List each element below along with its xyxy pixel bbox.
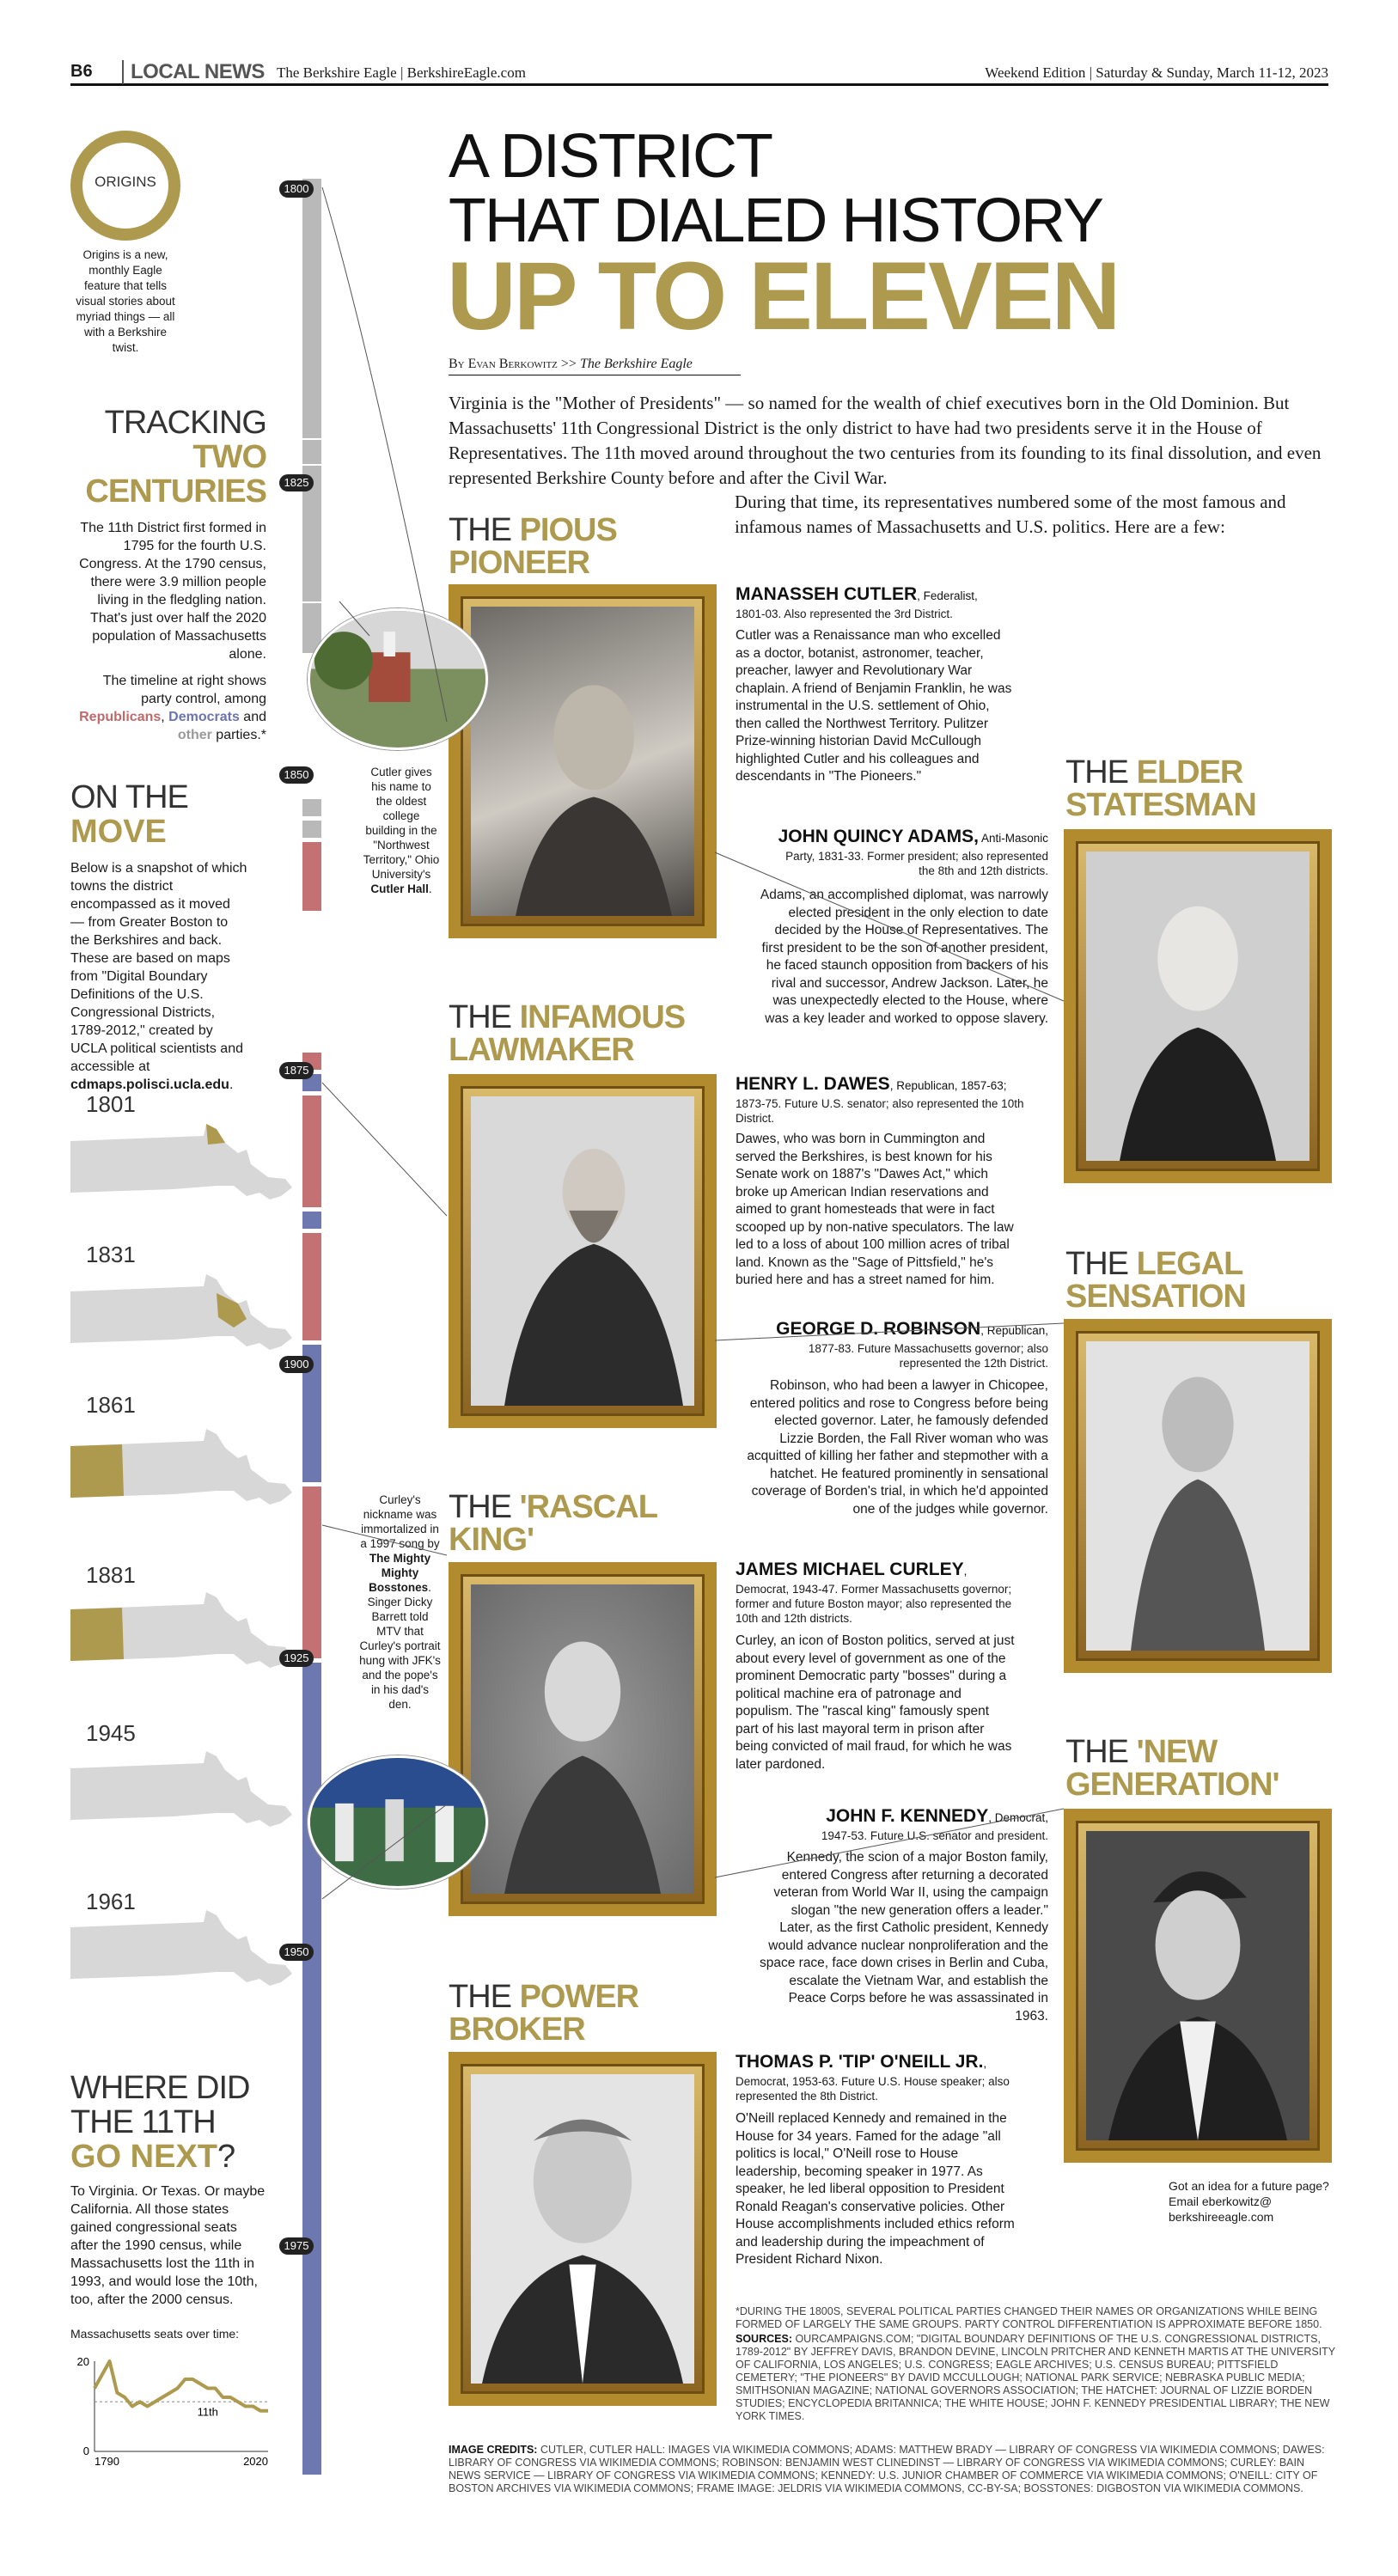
sh-a: THE	[449, 999, 520, 1035]
annotation-11th: 11th	[197, 2405, 218, 2419]
tracking-para2-b: parties.*	[211, 728, 266, 742]
line-cutler	[322, 187, 447, 722]
edition-date: Weekend Edition | Saturday & Sunday, March 11-12, 2023	[985, 64, 1328, 81]
line-adams	[715, 852, 1064, 1001]
person-bio-curley: Curley, an icon of Boston politics, served at just about every level of government as one of the prominent Democratic party "bosses" during a political machine era of patronage and populism. The "rascal king" famously spent part of his last mayoral term in prison after being convicted of mail fraud, for which he was later pardoned.	[736, 1633, 1015, 1772]
tracking-text	[70, 519, 266, 744]
intro-paragraph-2: During that time, its representatives numbered some of the most famous and infamous names of Massachusetts and U.S. politics. Here are a few:	[735, 491, 1286, 537]
sh-b: LEGAL	[1136, 1246, 1243, 1282]
person-meta-adams: Party, 1831-33. Former president; also represented the 8th and 12th districts.	[785, 850, 1048, 877]
tracking-heading	[70, 406, 266, 509]
origins-description: Origins is a new, monthly Eagle feature that tells visual stories about myriad things — all with a Berkshire twist.	[76, 248, 175, 354]
name-text: THOMAS P. 'TIP' O'NEILL JR.	[736, 2052, 984, 2072]
other-label: other	[177, 728, 212, 742]
ma-map-1831	[70, 1274, 292, 1350]
where-question: ?	[217, 2139, 235, 2175]
section-head-legal-sensation	[1065, 1248, 1246, 1313]
credits-text: CUTLER, CUTLER HALL: IMAGES VIA WIKIMEDIA COMMONS; ADAMS: MATTHEW BRADY — LIBRARY OF CONGRESS VIA WIKIMEDIA COMMONS; DAWES: LIBRARY OF CONGRESS VIA WIKIMEDIA COMMONS; ROBINSON: BENJAMIN WEST CLINEDINST — LIBRARY OF CONGRESS VIA WIKIMEDIA COMMONS; CURLEY: BAIN NEWS SERVICE — LIBRARY OF CONGRESS VIA WIKIMEDIA COMMONS; KENNEDY: U.S. JUNIOR CHAMBER OF COMMERCE VIA WIKIMEDIA COMMONS; O'NEILL: CITY OF BOSTON ARCHIVES VIA WIKIMEDIA COMMONS; FRAME IMAGE: JELDRIS VIA WIKIMEDIA COMMONS, CC-BY-SA; BOSSTONES: DIGBOSTON VIA WIKIMEDIA COMMONS.	[449, 2444, 1325, 2494]
tracking-line2: TWO	[192, 439, 266, 475]
cap-b: The Mighty Mighty Bosstones	[369, 1552, 431, 1594]
ma-map-1945	[70, 1751, 292, 1827]
sh-c: PIONEER	[449, 545, 590, 581]
meta1: , Republican,	[980, 1324, 1048, 1337]
cap-a: Curley's nickname was immortalized in a 1997 song by	[360, 1493, 440, 1550]
district-highlight	[206, 1124, 225, 1145]
line-oneill	[715, 1809, 1064, 1877]
portrait-oneill	[449, 2052, 717, 2406]
page-number: B6	[70, 62, 93, 81]
person-bio-oneill: O'Neill replaced Kennedy and remained in the House for 34 years. Famed for the adage "all politics is local," O'Neill rose to House leadership, becoming speaker in 1977. As speaker, he led liberal opposition to President Ronald Reagan's conservative policies. Other House accomplishments included ethics reform and leadership during the impeachment of President Richard Nixon.	[736, 2111, 1015, 2267]
seats-chart-label: Massachusetts seats over time:	[70, 2327, 240, 2341]
byline-sep: >>	[557, 357, 580, 371]
sh-a: THE	[449, 1979, 520, 2015]
sh-c: SENSATION	[1065, 1279, 1246, 1315]
sh-c: BROKER	[449, 2011, 585, 2048]
district-highlight	[70, 1608, 124, 1661]
sources-label: SOURCES:	[736, 2333, 792, 2345]
meta1: Anti-Masonic	[978, 832, 1048, 845]
name-text: JOHN QUINCY ADAMS,	[778, 827, 979, 846]
map-year-1945: 1945	[86, 1720, 136, 1746]
line-kennedy	[322, 1804, 447, 1899]
name-text: JAMES MICHAEL CURLEY	[736, 1560, 964, 1579]
footnote-sources	[736, 2333, 1337, 2423]
move-line1: ON THE	[70, 779, 188, 815]
sh-b: INFAMOUS	[519, 999, 686, 1035]
ma-map-1861	[70, 1429, 292, 1505]
portrait-adams	[1064, 829, 1332, 1183]
person-meta-robinson: 1877-83. Future Massachusetts governor; also represented the 12th District.	[808, 1342, 1048, 1370]
ma-outline	[70, 1910, 292, 1986]
name-text: HENRY L. DAWES	[736, 1074, 890, 1094]
page-header	[70, 60, 1328, 86]
x-tick-label: 1790	[95, 2455, 119, 2468]
meta1: , Republican, 1857-63;	[889, 1079, 1007, 1092]
map-year-1961: 1961	[86, 1889, 136, 1914]
move-line2: MOVE	[70, 814, 167, 850]
move-text: Below is a snapshot of which towns the district encompassed as it moved — from Greater Boston to the Berkshires and back. These are based on maps from "Digital Boundary Definitions of the U.S. Congressional Districts, 1789-2012," created by UCLA political scientists and accessible at cdmaps.polisci.ucla.edu.	[70, 861, 247, 1092]
person-meta-oneill: Democrat, 1953-63. Future U.S. House speaker; also represented the 8th District.	[736, 2075, 1010, 2103]
byline-author: By Evan Berkowitz	[449, 357, 558, 371]
seats-series-line	[95, 2361, 268, 2411]
person-bio-robinson: Robinson, who had been a lawyer in Chicopee, entered politics and rose to Congress before being elected governor. Later, he famously defended Lizzie Borden, the Fall River woman who was acquitted of killing her father and stepmother with a hatchet. He featured prominently in sensational coverage of Borden's trial, in which he'd appointed one of the judges while governor.	[747, 1378, 1048, 1517]
cap-a: Cutler gives his name to the oldest college building in the "Northwest Territory," Ohio University's	[363, 766, 440, 881]
sh-a: THE	[1065, 1246, 1137, 1282]
move-description: Below is a snapshot of which towns the district encompassed as it moved — from Greater Boston to the Berkshires and back. These are based on maps from "Digital Boundary Definitions of the U.S. Congressional Districts, 1789-2012," created by UCLA political scientists and accessible at	[70, 861, 247, 1074]
sh-b: ELDER	[1136, 754, 1243, 791]
tracking-para2-a: The timeline at right shows party control, among	[102, 674, 266, 706]
sh-b: POWER	[519, 1979, 639, 2015]
y-tick-label: 0	[82, 2445, 89, 2457]
timeline-year-1850: 1850	[279, 766, 314, 784]
where-line1: WHERE DID	[70, 2070, 250, 2106]
sh-a: THE	[1065, 754, 1137, 791]
seats-chart	[70, 2344, 277, 2473]
origins-label: ORIGINS	[95, 174, 156, 190]
line-cutler-hall	[339, 601, 369, 636]
map-year-1801: 1801	[86, 1091, 136, 1117]
sh-b: PIOUS	[519, 512, 617, 548]
intro-paragraph-1: Virginia is the "Mother of Presidents" — so named for the wealth of chief executives born in the Old Dominion. But Massachusetts' 11th Congressional District is the only district to have had two presidents serve it in the House of Representatives. The 11th moved around throughout the two centuries from its founding to its final dissolution, and even represented Berkshire County before and after the Civil War.	[449, 393, 1322, 488]
meta1: ,	[983, 2057, 987, 2070]
sh-c: STATESMAN	[1065, 787, 1256, 823]
name-text: MANASSEH CUTLER	[736, 584, 918, 604]
ma-map-1961	[70, 1910, 292, 1986]
sh-b: 'NEW	[1136, 1734, 1218, 1770]
line-curley	[322, 1525, 447, 1555]
line-dawes	[322, 1083, 447, 1216]
sh-a: THE	[449, 512, 520, 548]
district-highlight	[70, 1444, 124, 1498]
footnote-star: *DURING THE 1800S, SEVERAL POLITICAL PARTIES CHANGED THEIR NAMES OR ORGANIZATIONS WHILE BEING FORMED OF LARGELY THE SAME GROUPS. PARTY CONTROL DIFFERENTIATION IS APPROXIMATE BEFORE 1850.	[736, 2305, 1322, 2330]
ma-outline	[70, 1751, 292, 1827]
seats-chart-svg	[70, 2344, 277, 2473]
y-tick-label: 20	[76, 2355, 89, 2368]
ma-outline	[70, 1124, 292, 1199]
timeline-year-1875: 1875	[279, 1062, 314, 1079]
idea-box: Got an idea for a future page? Email eberkowitz@ berkshireeagle.com	[1169, 2179, 1329, 2224]
map-year-1861: 1861	[86, 1392, 136, 1418]
person-meta-cutler: 1801-03. Also represented the 3rd District.	[736, 607, 953, 620]
timeline-year-1800: 1800	[279, 180, 314, 198]
move-url: cdmaps.polisci.ucla.edu	[70, 1077, 229, 1092]
footnote-credits	[449, 2444, 1337, 2495]
sh-c: LAWMAKER	[449, 1032, 634, 1068]
sh-a: THE	[1065, 1734, 1137, 1770]
headline-line3: UP TO ELEVEN	[447, 242, 1119, 350]
x-tick-label: 2020	[243, 2455, 268, 2468]
ma-map-1881	[70, 1592, 292, 1668]
republicans-label: Republicans	[79, 710, 162, 724]
sh-c: GENERATION'	[1065, 1767, 1279, 1803]
timeline-year-1975: 1975	[279, 2237, 314, 2255]
credits-label: IMAGE CREDITS:	[449, 2444, 538, 2456]
tracking-para2	[70, 672, 266, 744]
headline-line1: A DISTRICT	[449, 122, 772, 191]
section-head-elder-statesman	[1065, 756, 1256, 821]
where-line3: GO NEXT	[70, 2139, 218, 2175]
timeline-year-1950: 1950	[279, 1944, 314, 1961]
person-bio-dawes: Dawes, who was born in Cummington and served the Berkshires, is best known for his Senate work on 1887's "Dawes Act," which broke up American Indian reservations and aimed to grant homesteads that were in fact scooped up by non-native speculators. The law led to a loss of about 100 million acres of tribal land. Known as the "Sage of Pittsfield," he's buried here and has a street named for him.	[736, 1132, 1014, 1287]
byline-org: The Berkshire Eagle	[579, 357, 693, 371]
democrats-label: Democrats	[168, 710, 240, 724]
where-line2: THE 11TH	[70, 2104, 216, 2140]
ma-outline	[70, 1274, 292, 1350]
person-meta-kennedy: 1947-53. Future U.S. senator and president.	[821, 1829, 1048, 1842]
meta1: , Federalist,	[917, 589, 978, 602]
meta1: , Democrat,	[988, 1811, 1048, 1824]
sh-a: THE	[449, 1489, 520, 1525]
sh-b: 'RASCAL	[519, 1489, 657, 1525]
portrait-robinson	[1064, 1319, 1332, 1673]
timeline-year-1825: 1825	[279, 474, 314, 491]
cap-b: Cutler Hall	[370, 882, 429, 895]
comma: ,	[161, 710, 169, 724]
person-bio-cutler: Cutler was a Renaissance man who excelled as a doctor, botanist, astronomer, teacher, preacher, lawyer and Revolutionary War chaplain. A friend of Benjamin Franklin, he was instrumental in the U.S. settlement of Ohio, then called the Northwest Territory. Pulitzer Prize-winning historian David McCullough highlighted Cutler and his colleagues and descendants in "The Pioneers."	[736, 628, 1012, 784]
and: and	[239, 710, 266, 724]
where-text: To Virginia. Or Texas. Or maybe California. All those states gained congressional seats after the 1990 census, while Massachusetts lost the 11th in 1993, and would lose the 10th, too, after the 2000 census.	[70, 2184, 266, 2307]
map-year-1831: 1831	[86, 1242, 136, 1267]
line-robinson	[715, 1323, 1064, 1340]
paper-name: The Berkshire Eagle | BerkshireEagle.com	[277, 64, 526, 81]
sources-text: OURCAMPAIGNS.COM; "DIGITAL BOUNDARY DEFINITIONS OF THE U.S. CONGRESSIONAL DISTRICTS, 1789-2012" BY JEFFREY DAVIS, BRANDON DEVINE, LINCOLN PRITCHER AND KENNETH MARTIS AT THE UNIVERSITY OF CALIFORNIA, LOS ANGELES; U.S. CONGRESS; EAGLE ARCHIVES; U.S. CENSUS BUREAU; PITTSFIELD CEMETERY; "THE PIONEERS" BY DAVID MCCULLOUGH; NATIONAL PARK SERVICE; NEBRASKA PUBLIC MEDIA; SMITHSONIAN MAGAZINE; NATIONAL GOVERNORS ASSOCIATION; THE HATCHET: JOURNAL OF LIZZIE BORDEN STUDIES; ENCYCLOPEDIA BRITANNICA; THE WHITE HOUSE; JOHN F. KENNEDY PRESIDENTIAL LIBRARY; THE NEW YORK TIMES.	[736, 2333, 1335, 2422]
connector-lines	[318, 172, 1091, 2019]
move-heading	[70, 780, 188, 849]
person-name-oneill	[736, 2052, 986, 2072]
headline-line2: THAT DIALED HISTORY	[449, 186, 1102, 255]
person-bio-adams: Adams, an accomplished diplomat, was narrowly elected president in the only election to date decided by the House of Representatives. The first president to be the son of another president, he faced staunch opposition from backers of his rival and successor, Andrew Jackson. Later, he was unexpectedly elected to the House, where was a key leader and worked to oppose slavery.	[760, 888, 1048, 1026]
sh-c: KING'	[449, 1522, 534, 1558]
person-meta-curley: Democrat, 1943-47. Former Massachusetts governor; former and future Boston mayor; also represented the 10th and 12th districts.	[736, 1583, 1012, 1625]
tracking-line1: TRACKING	[104, 405, 266, 441]
cap-c: .	[428, 882, 432, 895]
timeline-year-1900: 1900	[279, 1356, 314, 1373]
origins-badge	[70, 131, 180, 241]
cap-c: . Singer Dicky Barrett told MTV that Curley's portrait hung with JFK's and the pope's in his dad's den.	[359, 1581, 441, 1711]
section-name: LOCAL NEWS	[122, 60, 265, 84]
person-bio-kennedy: Kennedy, the scion of a major Boston family, entered Congress after returning a decorated veteran from World War II, using the campaign slogan "the new generation offers a leader." Later, as the first Catholic president, Kennedy would advance nuclear nonproliferation and the space race, face down crises in Berlin and Cuba, escalate the Vietnam War, and establish the Peace Corps before he was assassinated in 1963.	[759, 1850, 1048, 2024]
timeline-year-1925: 1925	[279, 1650, 314, 1667]
meta1: ,	[963, 1565, 968, 1578]
name-text: JOHN F. KENNEDY	[826, 1806, 989, 1826]
portrait-kennedy	[1064, 1809, 1332, 2163]
tracking-para1: The 11th District first formed in 1795 for the fourth U.S. Congress. At the 1790 census, there were 3.9 million people living in the fledgling nation. That's just over half the 2020 population of Massachusetts alone.	[79, 521, 266, 662]
person-meta-dawes: 1873-75. Future U.S. senator; also represented the 10th District.	[736, 1097, 1024, 1125]
section-head-new-generation	[1065, 1736, 1279, 1801]
map-year-1881: 1881	[86, 1562, 136, 1588]
tracking-line3: CENTURIES	[85, 473, 266, 510]
where-heading	[70, 2071, 249, 2174]
name-text: GEORGE D. ROBINSON	[776, 1319, 981, 1339]
ma-map-1801	[70, 1124, 292, 1199]
